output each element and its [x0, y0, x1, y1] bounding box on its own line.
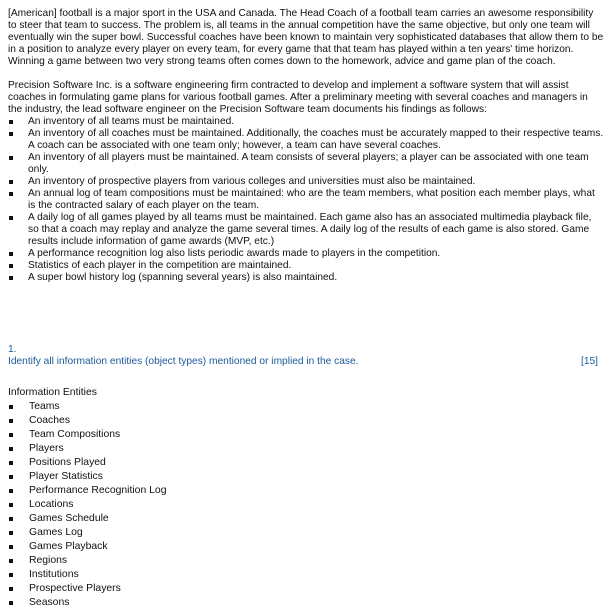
- entity-text: Games Log: [29, 527, 83, 538]
- bullet-icon: [9, 489, 13, 493]
- bullet-icon: [9, 180, 13, 184]
- entity-text: Positions Played: [29, 457, 106, 468]
- entity-item: [8, 568, 598, 582]
- entity-text: Games Playback: [29, 541, 108, 552]
- entity-item: [8, 554, 598, 568]
- finding-item: [8, 128, 604, 152]
- bullet-icon: [9, 475, 13, 479]
- finding-item: [8, 272, 604, 284]
- bullet-icon: [9, 517, 13, 521]
- bullet-icon: [9, 447, 13, 451]
- finding-text: Statistics of each player in the competition are maintained.: [28, 260, 292, 271]
- bullet-icon: [9, 156, 13, 160]
- bullet-icon: [9, 503, 13, 507]
- entity-text: Locations: [29, 499, 74, 510]
- entity-item: [8, 540, 598, 554]
- bullet-icon: [9, 433, 13, 437]
- bullet-icon: [9, 601, 13, 605]
- finding-item: [8, 116, 604, 128]
- finding-text: A daily log of all games played by all teams must be maintained. Each game also has an associated multimedia playback file, so that a coach may replay and analyze the game several times. A daily log of the results of each game is also stored. Game results include information of game awards (MVP, etc.): [28, 212, 592, 247]
- bullet-icon: [9, 545, 13, 549]
- finding-item: [8, 212, 604, 248]
- entity-text: Seasons: [29, 597, 70, 608]
- bullet-icon: [9, 216, 13, 220]
- intro-paragraph-2: Precision Software Inc. is a software engineering firm contracted to develop and implement a software system that will assist coaches in formulating game plans for various football games. After a preliminary meeting with several coaches and managers in the industry, the lead software engineer on the Precision Software team documents his findings as follows:: [8, 80, 588, 115]
- entity-item: [8, 470, 598, 484]
- question-row: [8, 356, 598, 368]
- bullet-icon: [9, 405, 13, 409]
- entity-item: [8, 484, 598, 498]
- entity-text: Performance Recognition Log: [29, 485, 167, 496]
- finding-text: An inventory of all teams must be maintained.: [28, 116, 235, 127]
- entity-item: [8, 498, 598, 512]
- bullet-icon: [9, 252, 13, 256]
- bullet-icon: [9, 461, 13, 465]
- finding-text: An inventory of prospective players from various colleges and universities must also be maintained.: [28, 176, 476, 187]
- entity-text: Institutions: [29, 569, 79, 580]
- finding-item: [8, 188, 604, 212]
- entity-item: [8, 414, 598, 428]
- entity-text: Teams: [29, 401, 60, 412]
- entities-list: [8, 400, 598, 610]
- entity-item: [8, 400, 598, 414]
- case-study: [8, 8, 604, 284]
- entity-item: [8, 456, 598, 470]
- entity-item: [8, 526, 598, 540]
- entity-text: Coaches: [29, 415, 71, 426]
- bullet-icon: [9, 559, 13, 563]
- entity-item: [8, 512, 598, 526]
- entity-text: Games Schedule: [29, 513, 109, 524]
- entity-item: [8, 442, 598, 456]
- finding-item: [8, 152, 604, 176]
- question-text: Identify all information entities (object types) mentioned or implied in the case.: [8, 356, 359, 367]
- bullet-icon: [9, 276, 13, 280]
- bullet-icon: [9, 531, 13, 535]
- intro-paragraph-1: [American] football is a major sport in the USA and Canada. The Head Coach of a football team carries an awesome responsibility to steer that team to success. The problem is, all teams in the annual competition have the same objective, but only one team will eventually win the super bowl. Successful coaches have been known to maintain very sophisticated databases that allow them to be in a position to analyze every player on every team, for every game that that team has played within a ten years' time horizon. Winning a game between two very strong teams often comes down to the homework, advice and game plan of the coach.: [8, 8, 604, 67]
- entity-text: Prospective Players: [29, 583, 121, 594]
- answer-block: [8, 386, 598, 610]
- finding-text: An annual log of team compositions must be maintained: who are the team members, what position each member plays, what is the contracted salary of each player on the team.: [28, 188, 595, 211]
- finding-item: [8, 260, 604, 272]
- bullet-icon: [9, 419, 13, 423]
- entity-item: [8, 582, 598, 596]
- bullet-icon: [9, 120, 13, 124]
- answer-title: Information Entities: [8, 387, 97, 398]
- entity-text: Players: [29, 443, 64, 454]
- entity-text: Regions: [29, 555, 68, 566]
- entity-item: [8, 428, 598, 442]
- question-block: [8, 344, 598, 368]
- bullet-icon: [9, 587, 13, 591]
- findings-list: [8, 116, 604, 284]
- finding-text: An inventory of all coaches must be maintained. Additionally, the coaches must be accurately mapped to their respective teams. A coach can be associated with one team only; however, a team can have several coaches.: [28, 128, 604, 151]
- question-marks: [15]: [581, 356, 598, 367]
- bullet-icon: [9, 264, 13, 268]
- bullet-icon: [9, 192, 13, 196]
- entity-text: Team Compositions: [29, 429, 121, 440]
- finding-text: A performance recognition log also lists periodic awards made to players in the competition.: [28, 248, 441, 259]
- finding-item: [8, 248, 604, 260]
- entity-text: Player Statistics: [29, 471, 103, 482]
- bullet-icon: [9, 573, 13, 577]
- bullet-icon: [9, 132, 13, 136]
- question-number: 1.: [8, 344, 17, 355]
- finding-item: [8, 176, 604, 188]
- finding-text: An inventory of all players must be maintained. A team consists of several players; a player can be associated with one team only.: [28, 152, 589, 175]
- finding-text: A super bowl history log (spanning several years) is also maintained.: [28, 272, 338, 283]
- entity-item: [8, 596, 598, 610]
